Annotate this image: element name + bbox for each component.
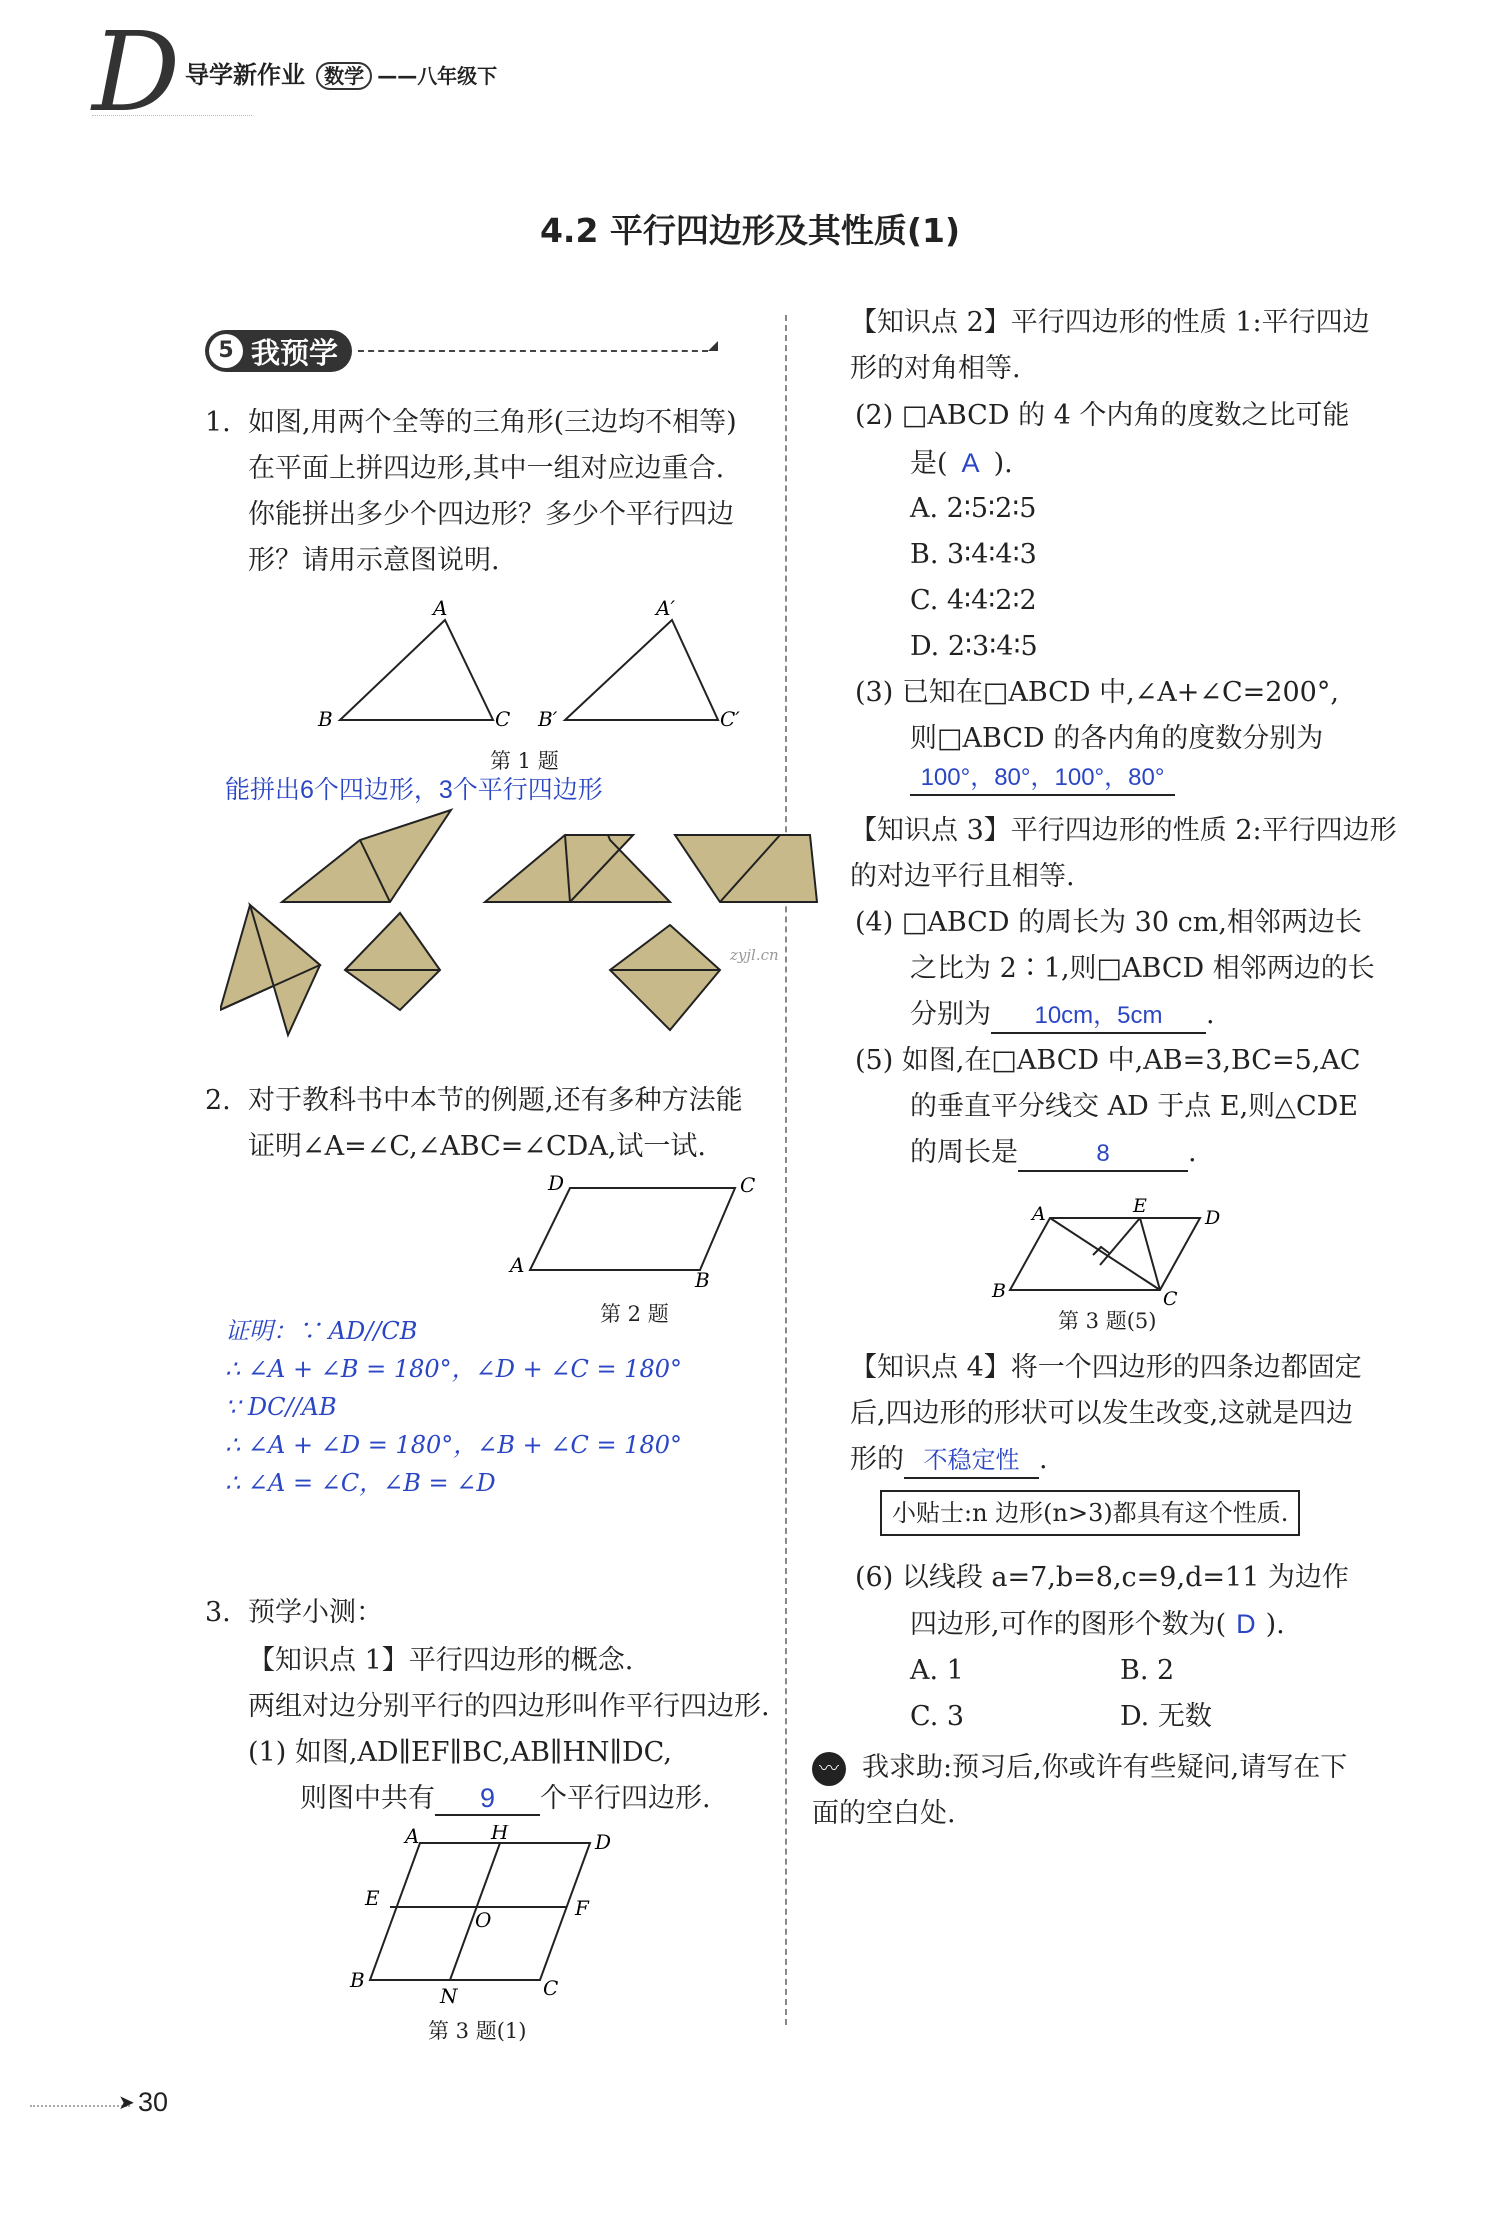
header-title [185,55,497,90]
column-divider [785,315,787,2025]
knowledge-4 [850,1345,1362,1483]
p6-option: D. 无数 [1120,1701,1212,1732]
q3-number: 3. [205,1597,231,1628]
p2-answer: A [961,448,980,478]
p6-text [855,1555,1349,1648]
label-c: C [740,1173,756,1197]
proof-line: ∴ ∠A + ∠D = 180°，∠B + ∠C = 180° [225,1431,682,1459]
q1-triangles-figure [300,590,800,740]
q3-definition: 两组对边分别平行的四边形叫作平行四边形. [248,1691,770,1722]
knowledge-3-line: 【知识点 3】平行四边形的性质 2:平行四边形 [850,815,1397,846]
label-d: D [548,1171,565,1195]
p6-line: (6) 以线段 a=7,b=8,c=9,d=11 为边作 [855,1562,1349,1593]
label-b: B [695,1268,710,1290]
q2-number: 2. [205,1085,231,1116]
p5-line: (5) 如图,在□ABCD 中,AB=3,BC=5,AC [855,1045,1361,1076]
label-o: O [475,1908,492,1932]
section-header [205,330,718,372]
q1-line: 如图,用两个全等的三角形(三边均不相等) [248,407,737,438]
p4-line: (4) □ABCD 的周长为 30 cm,相邻两边长 [855,907,1362,938]
knowledge-2-line: 【知识点 2】平行四边形的性质 1:平行四边 [850,307,1370,338]
grade-label: ——八年级下 [377,64,498,88]
label-e: E [1133,1195,1147,1217]
section-label: 我预学 [251,335,339,370]
label-e: E [365,1886,380,1910]
knowledge-4-line: 【知识点 4】将一个四边形的四条边都固定 [850,1352,1362,1383]
label-a: A [1032,1203,1046,1225]
triangle-abc-prime [565,620,718,720]
p4-prefix: 分别为 [910,999,991,1030]
p4-line: 之比为 2∶1,则□ABCD 相邻两边的长 [910,953,1375,984]
proof-line: ∴ ∠A = ∠C，∠B = ∠D [225,1469,496,1497]
p5-text [855,1038,1361,1176]
label-h: H [491,1825,509,1844]
help-icon: 〰 [812,1752,846,1786]
knowledge-2 [850,300,1370,392]
p2-prefix: 是( [910,448,948,479]
label-n: N [440,1984,458,2008]
label-b: B [350,1968,365,1992]
q1-caption: 第 1 题 [490,749,559,773]
proof-line: ∴ ∠A + ∠B = 180°，∠D + ∠C = 180° [225,1355,682,1383]
tip-box: 小贴士:n 边形(n>3)都具有这个性质. [880,1490,1300,1536]
p2-option: B. 3∶4∶4∶3 [910,539,1037,570]
label-c: C [1163,1288,1178,1310]
q3-part1-line1: (1) 如图,AD∥EF∥BC,AB∥HN∥DC, [248,1737,672,1768]
knowledge-4-prefix: 形的 [850,1444,904,1475]
p5-caption: 第 3 题(5) [1058,1309,1157,1333]
label-b-prime: B′ [538,707,558,731]
p2-line1: (2) □ABCD 的 4 个内角的度数之比可能 [855,400,1350,431]
q2-caption: 第 2 题 [600,1302,669,1326]
p6-prefix: 四边形,可作的图形个数为( [910,1609,1227,1640]
knowledge-4-suffix: . [1039,1444,1048,1475]
p2-line2 [910,440,1013,487]
watermark: zyjl.cn [730,946,779,964]
p6-option: B. 2 [1120,1655,1175,1686]
q3-grid-figure [345,1825,625,2010]
answer-kite-7 [610,925,720,1030]
q1-number: 1. [205,407,231,438]
proof-line: ∵ DC//AB [225,1393,337,1421]
label-f: F [575,1896,589,1920]
series-name: 导学新作业 [185,61,305,89]
footer-arrow-icon: ➤ [118,2090,135,2114]
q2-line: 证明∠A=∠C,∠ABC=∠CDA,试一试. [248,1131,706,1162]
label-c-prime: C′ [720,707,740,731]
p5-figure [990,1190,1250,1310]
p5-answer: 8 [1018,1138,1188,1172]
p6-option: A. 1 [910,1655,964,1686]
knowledge-3 [850,808,1397,900]
q1-line: 在平面上拼四边形,其中一组对应边重合. [248,453,725,484]
p2-option: A. 2∶5∶2∶5 [910,493,1037,524]
q3-part1-prefix: 则图中共有 [300,1783,435,1814]
q2-text [248,1078,743,1170]
p6-options [910,1648,1212,1740]
section-corner [708,341,718,351]
q2-line: 对于教科书中本节的例题,还有多种方法能 [248,1085,743,1116]
p2-suffix: ). [993,448,1013,479]
q1-text [248,400,737,584]
q2-parallelogram-figure [500,1170,780,1290]
p2-option: C. 4∶4∶2∶2 [910,585,1037,616]
section-rule [358,350,708,352]
p6-suffix: ). [1265,1609,1285,1640]
knowledge-3-line: 的对边平行且相等. [850,861,1075,892]
p3-answer-row [910,762,1175,796]
series-logo: D [92,8,181,136]
label-a-prime: A′ [656,596,675,620]
label-c: C [543,1976,559,2000]
help-line: 面的空白处. [812,1798,956,1829]
q1-answer: 能拼出6个四边形，3个平行四边形 [225,776,603,804]
q3-title: 预学小测： [248,1597,383,1628]
answer-parallelogram-1 [282,810,451,902]
label-b: B [318,707,333,731]
section-number-badge: 5 [209,334,243,368]
page-number: 30 [138,2087,169,2117]
label-a: A [405,1825,420,1848]
q3-part1-answer: 9 [435,1782,540,1816]
answer-kite-6 [345,913,440,1010]
p3-text [855,670,1339,762]
p5-suffix: . [1188,1137,1197,1168]
q1-line: 你能拼出多少个四边形？多少个平行四边 [248,499,734,530]
q3-part1-suffix: 个平行四边形. [540,1783,711,1814]
p4-text [855,900,1375,1038]
p5-prefix: 的周长是 [910,1137,1018,1168]
perpendicular-bisector [1100,1218,1140,1265]
q3-fig1-caption: 第 3 题(1) [428,2019,527,2043]
knowledge-4-answer: 不稳定性 [904,1445,1039,1479]
q3-part1-line2 [300,1776,711,1822]
p2-option: D. 2∶3∶4∶5 [910,631,1038,662]
p3-answer: 100°，80°，100°，80° [910,762,1175,796]
p5-line: 的垂直平分线交 AD 于点 E,则△CDE [910,1091,1358,1122]
p4-suffix: . [1206,999,1215,1030]
knowledge-2-line: 形的对角相等. [850,353,1021,384]
label-a: A [510,1253,525,1277]
proof-line: 证明：∵ AD//CB [225,1317,418,1345]
p3-line: 则□ABCD 的各内角的度数分别为 [910,723,1324,754]
answer-parallelogram-4 [675,835,817,902]
label-d: D [1205,1207,1221,1229]
label-d: D [595,1830,612,1854]
label-a: A [433,596,448,620]
p6-answer: D [1236,1609,1256,1639]
p2-options [910,486,1038,670]
q3-knowledge-1: 【知识点 1】平行四边形的概念. [248,1645,634,1676]
q1-answer-figure [220,805,820,1040]
p6-option: C. 3 [910,1701,965,1732]
help-text [812,1745,1347,1837]
label-c: C [495,707,511,731]
footer-rule [30,2105,130,2107]
header-underline [92,115,252,116]
help-line: 我求助:预习后,你或许有些疑问,请写在下 [862,1752,1348,1783]
subject-badge: 数学 [316,62,372,90]
triangle-abc [340,620,493,720]
label-b: B [992,1280,1006,1302]
q2-proof [225,1312,682,1502]
page-title: 4.2 平行四边形及其性质(1) [539,211,961,250]
p4-answer: 10cm，5cm [991,1000,1206,1034]
q1-line: 形？请用示意图说明. [248,545,500,576]
p3-line: (3) 已知在□ABCD 中,∠A+∠C=200°, [855,677,1339,708]
knowledge-4-line: 后,四边形的形状可以发生改变,这就是四边 [850,1398,1354,1429]
parallelogram-abcd [530,1188,735,1270]
